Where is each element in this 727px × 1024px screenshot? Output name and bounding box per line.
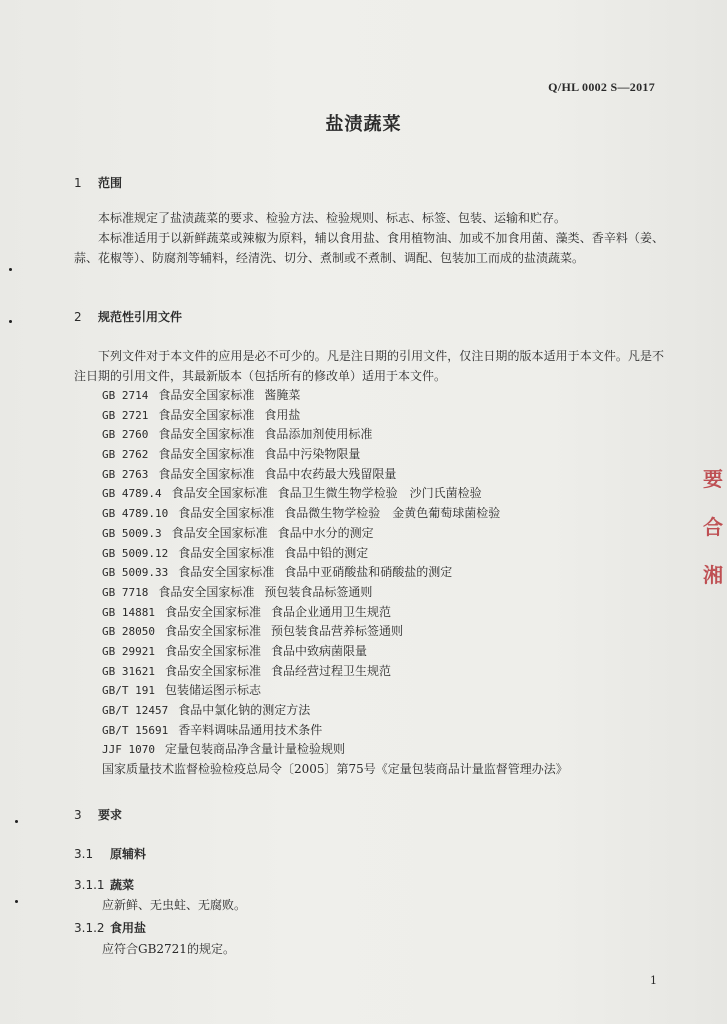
- subsection-3-1-2: 3.1.2 食用盐: [74, 921, 147, 935]
- reference-item: GB 7718 食品安全国家标准 预包装食品标签通则: [102, 584, 373, 599]
- reference-item: GB 2760 食品安全国家标准 食品添加剂使用标准: [102, 427, 373, 442]
- page-number: 1: [650, 974, 657, 987]
- section-2-intro: 下列文件对于本文件的应用是必不可少的。凡是注日期的引用文件，仅注日期的版本适用于本文件。凡是不注日期的引用文件，其最新版本（包括所有的修改单）适用于本文件。: [74, 349, 664, 383]
- subsection-3-1-1-text: 应新鲜、无虫蛀、无腐败。: [102, 898, 247, 912]
- reference-item: GB 28050 食品安全国家标准 预包装食品营养标签通则: [102, 624, 404, 639]
- reference-item: JJF 1070 定量包装商品净含量计量检验规则: [102, 742, 345, 757]
- reference-item: GB 5009.33 食品安全国家标准 食品中亚硝酸盐和硝酸盐的测定: [102, 565, 453, 580]
- section-title: 范围: [98, 176, 123, 190]
- reference-item: GB 2714 食品安全国家标准 酱腌菜: [102, 388, 301, 402]
- binder-mark: [15, 820, 18, 823]
- reference-list: [102, 386, 568, 780]
- reference-item: GB 14881 食品安全国家标准 食品企业通用卫生规范: [102, 604, 392, 619]
- subsection-3-1-1: 3.1.1 蔬菜: [74, 878, 135, 892]
- seal-stamp: 要 合 湘: [703, 467, 723, 587]
- binder-mark: [9, 320, 12, 323]
- reference-item: GB 4789.4 食品安全国家标准 食品卫生微生物学检验 沙门氏菌检验: [102, 486, 482, 501]
- document-title: 盐渍蔬菜: [325, 114, 402, 135]
- standard-code: Q/HL 0002 S—2017: [548, 80, 655, 94]
- reference-item: GB 29921 食品安全国家标准 食品中致病菌限量: [102, 643, 368, 658]
- section-2-heading: [74, 308, 182, 325]
- subsection-3-1: 3.1 原辅料: [74, 847, 147, 861]
- section-title: 规范性引用文件: [98, 310, 183, 324]
- reference-item: 国家质量技术监督检验检疫总局令〔2005〕第75号《定量包装商品计量监督管理办法》: [102, 762, 568, 777]
- reference-item: GB 2763 食品安全国家标准 食品中农药最大残留限量: [102, 466, 397, 481]
- section-title: 要求: [98, 808, 123, 822]
- subsection-3-1-2-text: 应符合GB2721的规定。: [102, 942, 235, 956]
- section-number: 3: [74, 808, 82, 822]
- reference-item: GB 5009.3 食品安全国家标准 食品中水分的测定: [102, 525, 374, 540]
- reference-item: GB 31621 食品安全国家标准 食品经营过程卫生规范: [102, 663, 392, 678]
- section-1-para-1: 本标准规定了盐渍蔬菜的要求、检验方法、检验规则、标志、标签、包装、运输和贮存。: [98, 211, 567, 225]
- reference-item: GB 2762 食品安全国家标准 食品中污染物限量: [102, 447, 361, 462]
- reference-item: GB 2721 食品安全国家标准 食用盐: [102, 407, 301, 422]
- reference-item: GB/T 191 包装储运图示标志: [102, 683, 261, 698]
- section-number: 1: [74, 176, 82, 190]
- section-1-para-2: 本标准适用于以新鲜蔬菜或辣椒为原料，辅以食用盐、食用植物油、加或不加食用菌、藻类、香辛料（姜、蒜、花椒等）、防腐剂等辅料，经清洗、切分、煮制或不煮制、调配、包装加工而成的盐渍蔬菜。: [74, 231, 664, 265]
- reference-item: GB 5009.12 食品安全国家标准 食品中铅的测定: [102, 545, 369, 560]
- binder-mark: [9, 268, 12, 271]
- section-3-heading: [74, 806, 122, 823]
- section-number: 2: [74, 310, 82, 324]
- reference-item: GB/T 15691 香辛料调味品通用技术条件: [102, 722, 323, 737]
- reference-item: GB/T 12457 食品中氯化钠的测定方法: [102, 703, 311, 717]
- binder-mark: [15, 900, 18, 903]
- section-1-heading: [74, 174, 122, 191]
- reference-item: GB 4789.10 食品安全国家标准 食品微生物学检验 金黄色葡萄球菌检验: [102, 506, 501, 521]
